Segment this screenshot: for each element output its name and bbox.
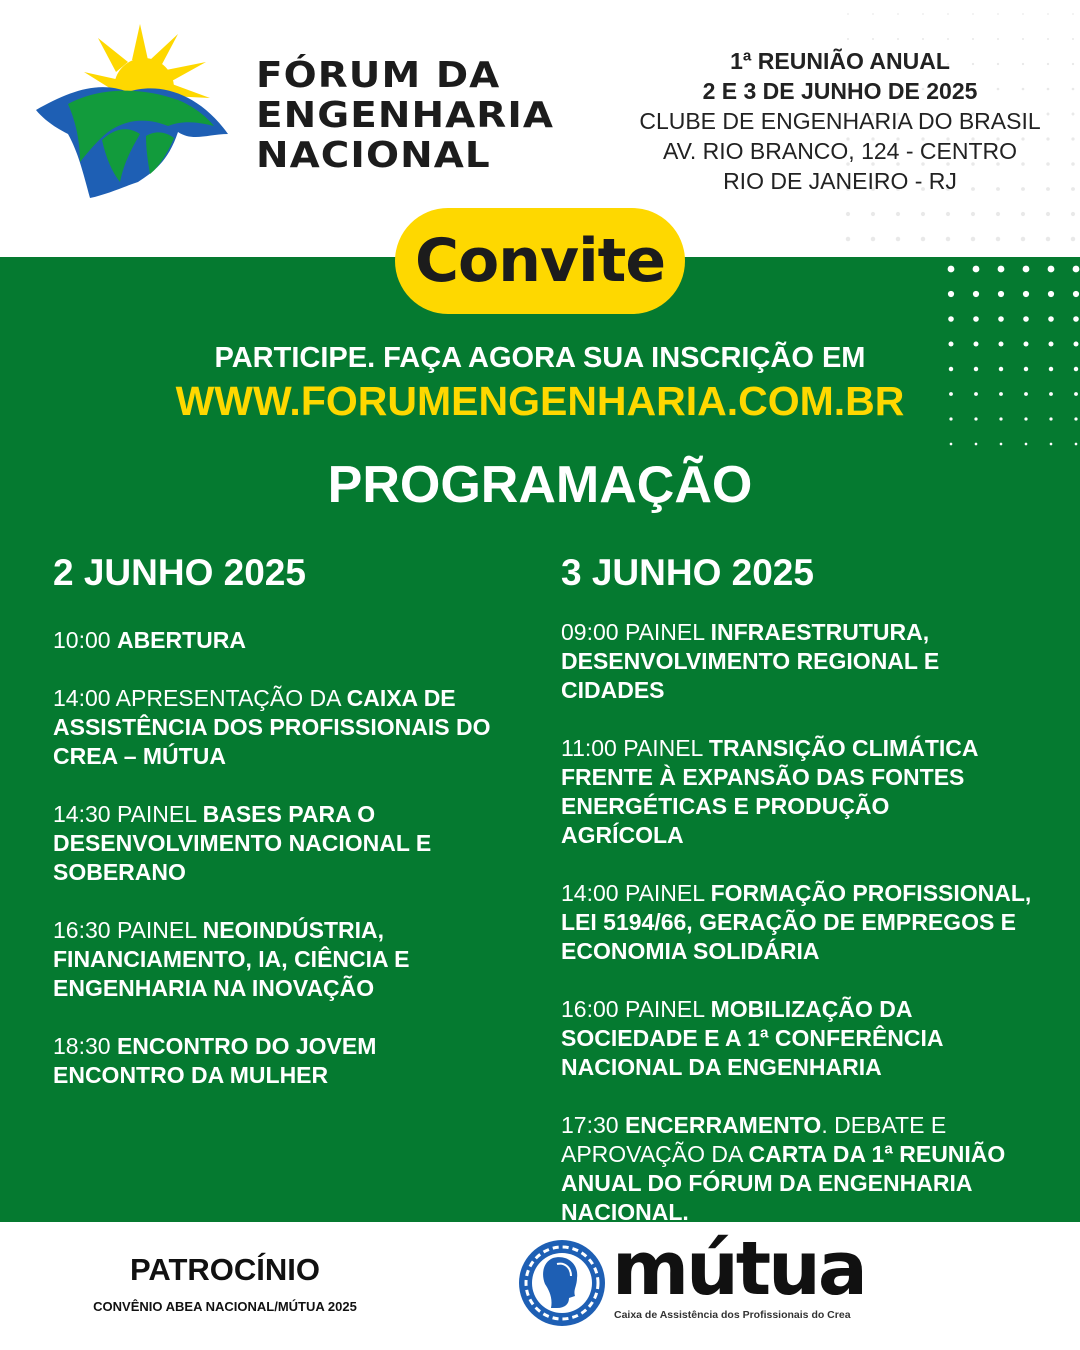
- item-title: TRANSIÇÃO CLIMÁTICA FRENTE À EXPANSÃO DAS FONTES ENERGÉTICAS E PRODUÇÃO AGRÍCOLA: [561, 735, 978, 848]
- registration-link[interactable]: WWW.FORUMENGENHARIA.COM.BR: [175, 378, 905, 424]
- decorative-dot: [973, 291, 979, 297]
- item-detail: . DEBATE E APROVAÇÃO DA: [561, 1112, 947, 1167]
- decorative-dot: [921, 237, 925, 241]
- schedule-item: [561, 879, 1041, 966]
- day-1-column: [53, 550, 513, 1119]
- decorative-dot: [1021, 237, 1025, 241]
- decorative-dot: [872, 13, 874, 15]
- event-venue: CLUBE DE ENGENHARIA DO BRASIL: [639, 108, 1041, 134]
- decorative-dot: [847, 13, 849, 15]
- event-info: [630, 46, 1050, 196]
- item-title: CAIXA DE ASSISTÊNCIA DOS PROFISSIONAIS DO CREA – MÚTUA: [53, 685, 491, 769]
- decorative-dot: [948, 316, 954, 322]
- decorative-dot: [922, 38, 924, 40]
- decorative-dot: [1072, 13, 1074, 15]
- forum-logo-icon: [28, 22, 233, 200]
- item-time: 16:00 PAINEL: [561, 996, 711, 1022]
- decorative-dot: [1023, 316, 1029, 322]
- decorative-dot: [1023, 266, 1030, 273]
- decorative-dot: [948, 266, 955, 273]
- decorative-dot: [1047, 38, 1049, 40]
- registration-cta: PARTICIPE. FAÇA AGORA SUA INSCRIÇÃO EM: [214, 342, 866, 374]
- mutua-logo-word: mútua: [612, 1226, 865, 1312]
- decorative-dot: [1073, 266, 1080, 273]
- decorative-dot: [1048, 316, 1054, 322]
- decorative-dot: [997, 13, 999, 15]
- decorative-dot: [972, 38, 974, 40]
- item-title: ABERTURA: [116, 627, 247, 653]
- item-time: 10:00: [53, 627, 117, 653]
- item-title-2: CARTA DA 1ª REUNIÃO ANUAL DO FÓRUM DA ENGENHARIA NACIONAL.: [561, 1141, 1006, 1225]
- item-time: 09:00 PAINEL: [561, 619, 711, 645]
- event-edition: 1ª REUNIÃO ANUAL: [730, 48, 950, 74]
- item-title: FORMAÇÃO PROFISSIONAL, LEI 5194/66, GERAÇÃO DE EMPREGOS E ECONOMIA SOLIDÁRIA: [561, 880, 1032, 964]
- decorative-dot: [1021, 212, 1025, 216]
- schedule-item: [561, 995, 961, 1082]
- schedule-item: [561, 1111, 1011, 1227]
- decorative-dot: [1048, 291, 1054, 297]
- event-dates: 2 E 3 DE JUNHO DE 2025: [702, 78, 978, 104]
- decorative-dot: [871, 212, 875, 216]
- decorative-dot: [1072, 38, 1074, 40]
- decorative-dot: [1072, 88, 1075, 91]
- decorative-dot: [971, 212, 975, 216]
- item-time: 14:00 PAINEL: [561, 880, 711, 906]
- item-time: 16:30 PAINEL: [53, 917, 203, 943]
- item-time: 18:30: [53, 1033, 117, 1059]
- decorative-dot: [872, 38, 874, 40]
- decorative-dot: [1047, 13, 1049, 15]
- decorative-dot: [1071, 187, 1075, 191]
- decorative-dot: [996, 237, 1000, 241]
- decorative-dot: [1048, 266, 1055, 273]
- schedule-item: [53, 916, 513, 1003]
- brand-title: [256, 56, 616, 176]
- day-2-title: 3 JUNHO 2025: [561, 552, 814, 593]
- decorative-dot: [1072, 113, 1075, 116]
- decorative-dot: [922, 13, 924, 15]
- sponsor-title: PATROCÍNIO: [129, 1252, 320, 1287]
- decorative-dot: [1071, 162, 1075, 166]
- schedule-item: [53, 626, 513, 655]
- decorative-dot: [1046, 237, 1050, 241]
- decorative-dot: [846, 237, 850, 241]
- decorative-dot: [1075, 443, 1078, 446]
- decorative-dot: [897, 13, 899, 15]
- schedule-item: [53, 800, 513, 887]
- invite-badge: Convite: [395, 208, 685, 314]
- day-1-title: 2 JUNHO 2025: [53, 552, 306, 593]
- mutua-logo-subtitle: Caixa de Assistência dos Profissionais do Crea: [614, 1309, 851, 1321]
- decorative-dot: [1073, 316, 1079, 322]
- item-time: 14:30 PAINEL: [53, 801, 203, 827]
- item-title: MOBILIZAÇÃO DA SOCIEDADE E A 1ª CONFERÊNCIA NACIONAL DA ENGENHARIA: [561, 996, 943, 1080]
- decorative-dot: [896, 212, 900, 216]
- decorative-dot: [1025, 443, 1028, 446]
- decorative-dot: [1050, 443, 1053, 446]
- schedule-item: [53, 1032, 393, 1090]
- decorative-dot: [1071, 212, 1075, 216]
- brand-line-3: NACIONAL: [256, 135, 491, 176]
- program-title: PROGRAMAÇÃO: [327, 456, 753, 514]
- item-title: ENCERRAMENTO: [624, 1112, 822, 1138]
- event-address: AV. RIO BRANCO, 124 - CENTRO: [662, 138, 1018, 164]
- decorative-dot: [973, 316, 979, 322]
- schedule-item: [561, 734, 1011, 850]
- decorative-dot: [998, 266, 1005, 273]
- decorative-dot: [897, 38, 899, 40]
- decorative-dot: [946, 212, 950, 216]
- decorative-dot: [896, 237, 900, 241]
- schedule-item: [561, 618, 961, 705]
- decorative-dot: [973, 266, 980, 273]
- decorative-dot: [1023, 291, 1029, 297]
- decorative-dot: [871, 237, 875, 241]
- decorative-dot: [846, 212, 850, 216]
- sponsor-note: CONVÊNIO ABEA NACIONAL/MÚTUA 2025: [93, 1299, 357, 1314]
- brand-line-2: ENGENHARIA: [256, 95, 555, 136]
- decorative-dot: [975, 443, 978, 446]
- decorative-dot: [946, 237, 950, 241]
- decorative-dot: [1000, 443, 1003, 446]
- decorative-dot: [948, 291, 954, 297]
- brand-line-1: FÓRUM DA: [256, 55, 501, 96]
- decorative-dot: [1071, 137, 1074, 140]
- schedule-item: [53, 684, 513, 771]
- event-city: RIO DE JANEIRO - RJ: [723, 168, 957, 194]
- decorative-dot: [1022, 38, 1024, 40]
- decorative-dot: [997, 38, 999, 40]
- decorative-dot: [972, 13, 974, 15]
- item-title: NEOINDÚSTRIA, FINANCIAMENTO, IA, CIÊNCIA E ENGENHARIA NA INOVAÇÃO: [53, 917, 410, 1001]
- mutua-emblem-icon: [517, 1238, 607, 1328]
- decorative-dot: [1072, 63, 1074, 65]
- decorative-dot: [996, 212, 1000, 216]
- decorative-dot: [1071, 237, 1075, 241]
- decorative-dot: [947, 38, 949, 40]
- decorative-dot: [1046, 212, 1050, 216]
- item-title: ENCONTRO DO JOVEM ENCONTRO DA MULHER: [53, 1033, 377, 1088]
- decorative-dot: [950, 443, 953, 446]
- decorative-dot: [998, 291, 1004, 297]
- item-time: 17:30: [561, 1112, 625, 1138]
- decorative-dot: [971, 237, 975, 241]
- item-title: BASES PARA O DESENVOLVIMENTO NACIONAL E SOBERANO: [53, 801, 432, 885]
- decorative-dot: [1022, 13, 1024, 15]
- decorative-dot: [947, 13, 949, 15]
- decorative-dot: [847, 38, 849, 40]
- decorative-dot: [921, 212, 925, 216]
- decorative-dot: [1073, 291, 1079, 297]
- item-time: 14:00 APRESENTAÇÃO DA: [53, 685, 347, 711]
- item-title: INFRAESTRUTURA, DESENVOLVIMENTO REGIONAL E CIDADES: [561, 619, 940, 703]
- day-2-column: [561, 550, 1041, 1256]
- decorative-dot: [998, 316, 1004, 322]
- item-time: 11:00 PAINEL: [561, 735, 709, 761]
